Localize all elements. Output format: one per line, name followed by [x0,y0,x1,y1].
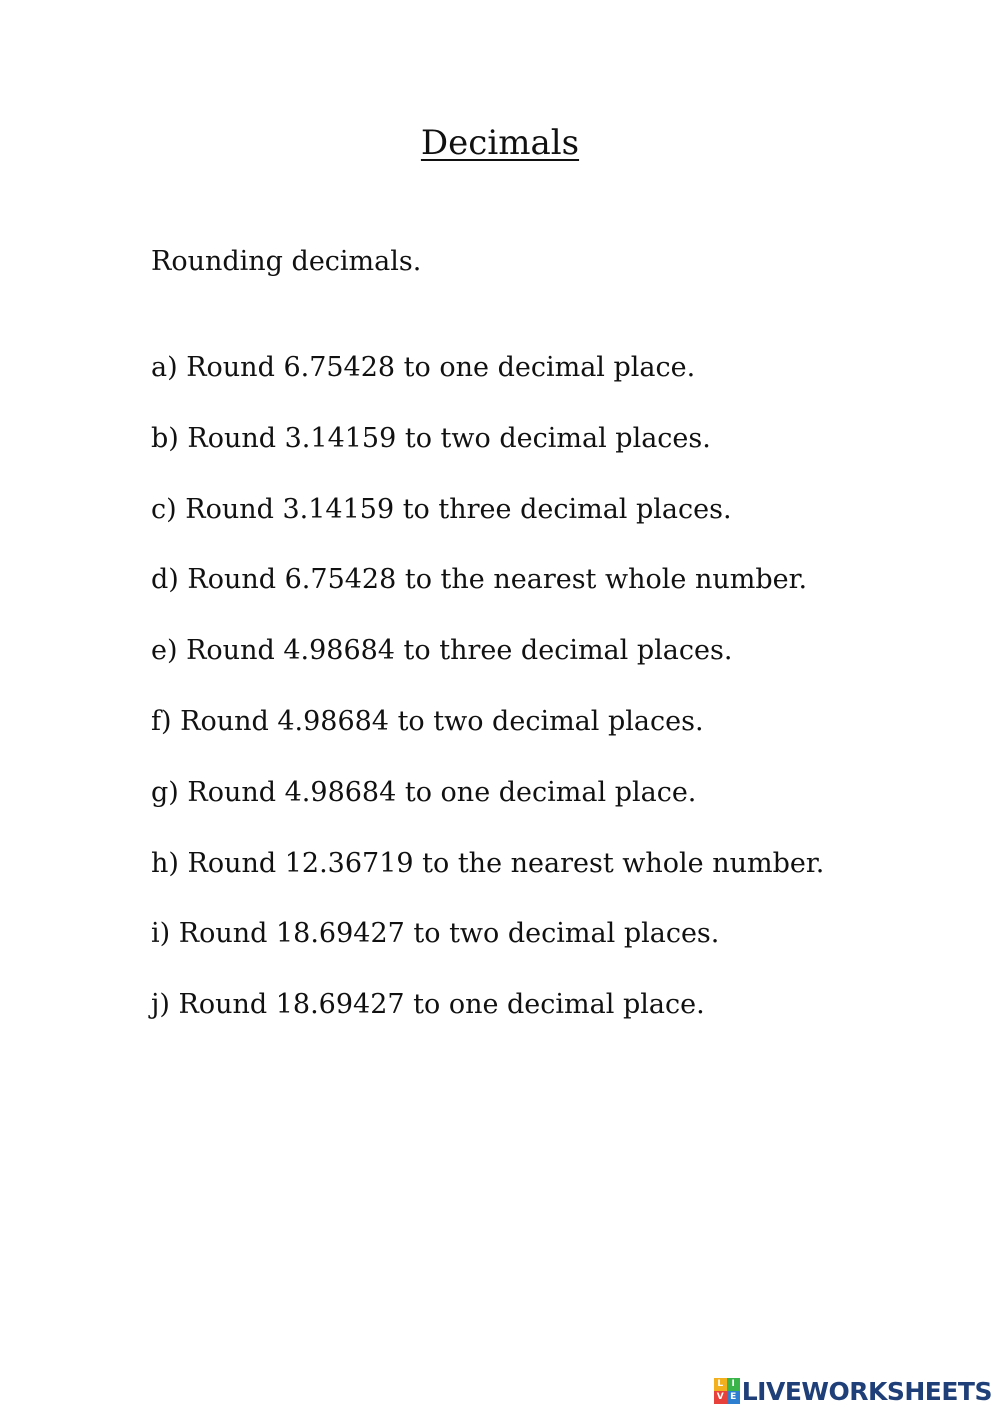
watermark-text: LIVEWORKSHEETS [741,1376,992,1406]
question-e: e) Round 4.98684 to three decimal places. [151,635,733,667]
liveworksheets-watermark [714,1375,992,1407]
question-d: d) Round 6.75428 to the nearest whole number. [151,564,808,596]
logo-cell-l: L [714,1378,727,1391]
question-g: g) Round 4.98684 to one decimal place. [151,776,697,808]
question-h: h) Round 12.36719 to the nearest whole number. [151,847,825,879]
page-title: Decimals [420,123,580,163]
logo-cell-v: V [714,1391,727,1404]
logo-cell-e: E [727,1391,740,1404]
instructions-text: Rounding decimals. [151,246,422,277]
question-c: c) Round 3.14159 to three decimal places. [151,493,732,525]
liveworksheets-logo-icon [714,1378,740,1404]
question-b: b) Round 3.14159 to two decimal places. [151,422,711,454]
question-j: j) Round 18.69427 to one decimal place. [151,989,705,1021]
logo-cell-i: I [727,1378,740,1391]
question-i: i) Round 18.69427 to two decimal places. [151,918,720,950]
question-a: a) Round 6.75428 to one decimal place. [151,352,696,383]
question-list [151,350,824,1058]
question-f: f) Round 4.98684 to two decimal places. [151,705,704,737]
